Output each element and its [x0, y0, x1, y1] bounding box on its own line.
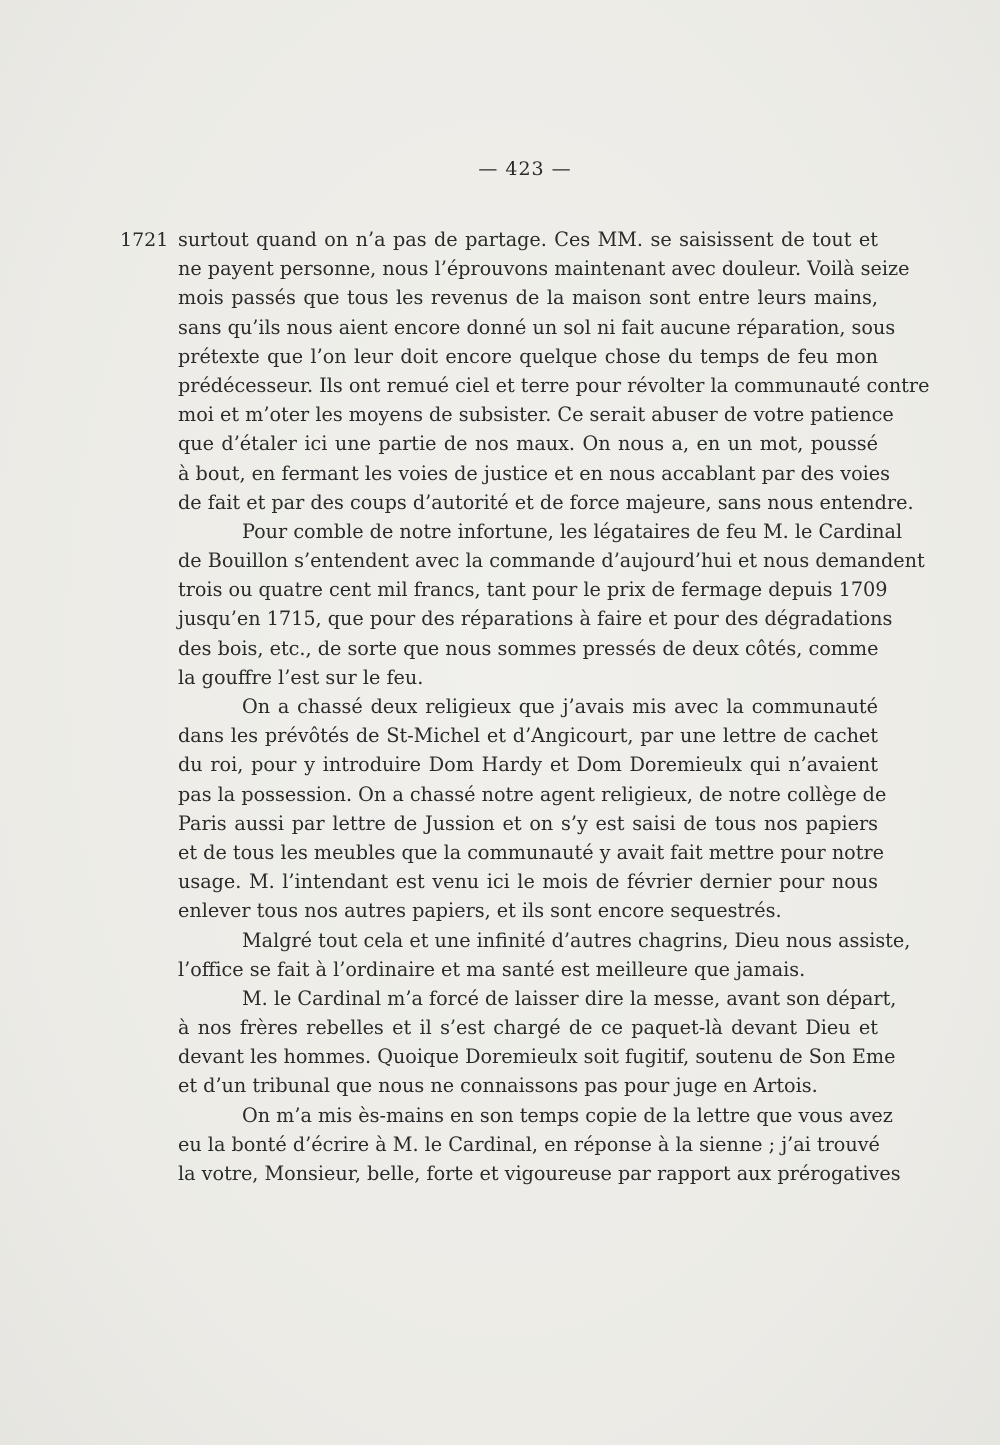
- text-line: du roi, pour y introduire Dom Hardy et Dom Doremieulx qui n’avaient: [178, 753, 878, 777]
- text-line: On m’a mis ès-mains en son temps copie de la lettre que vous avez: [242, 1103, 893, 1127]
- text-line: M. le Cardinal m’a forcé de laisser dire la messe, avant son départ,: [242, 986, 897, 1010]
- text-line: mois passés que tous les revenus de la maison sont entre leurs mains,: [178, 286, 878, 310]
- text-line: enlever tous nos autres papiers, et ils sont encore sequestrés.: [178, 899, 782, 923]
- text-line: pas la possession. On a chassé notre agent religieux, de notre collège de: [178, 782, 887, 806]
- text-line: usage. M. l’intendant est venu ici le mois de février dernier pour nous: [178, 870, 878, 894]
- text-line: prétexte que l’on leur doit encore quelque chose du temps de feu mon: [178, 344, 878, 368]
- text-line: prédécesseur. Ils ont remué ciel et terre pour révolter la communauté contre: [178, 373, 930, 397]
- text-line: moi et m’oter les moyens de subsister. Ce serait abuser de votre patience: [178, 403, 894, 427]
- text-line: jusqu’en 1715, que pour des réparations à faire et pour des dégradations: [178, 607, 893, 631]
- text-line: et d’un tribunal que nous ne connaissons pas pour juge en Artois.: [178, 1074, 818, 1098]
- text-line: sans qu’ils nous aient encore donné un sol ni fait aucune réparation, sous: [178, 315, 896, 339]
- text-line: à nos frères rebelles et il s’est chargé de ce paquet-là devant Dieu et: [178, 1016, 878, 1040]
- margin-year: 1721: [120, 229, 169, 251]
- text-line: trois ou quatre cent mil francs, tant pour le prix de fermage depuis 1709: [178, 578, 888, 602]
- text-line: de Bouillon s’entendent avec la commande d’aujourd’hui et nous demandent: [178, 549, 925, 573]
- text-line: On a chassé deux religieux que j’avais mis avec la communauté: [242, 695, 878, 718]
- text-line: ne payent personne, nous l’éprouvons maintenant avec douleur. Voilà seize: [178, 257, 910, 281]
- text-line: Paris aussi par lettre de Jussion et on s’y est saisi de tous nos papiers: [178, 811, 878, 835]
- text-line: des bois, etc., de sorte que nous sommes pressés de deux côtés, comme: [178, 636, 879, 660]
- page-number: — 423 —: [478, 158, 572, 180]
- text-line: surtout quand on n’a pas de partage. Ces MM. se saisissent de tout et: [178, 228, 878, 251]
- letter-body: [178, 225, 930, 1188]
- text-line: de fait et par des coups d’autorité et de force majeure, sans nous entendre.: [178, 490, 914, 514]
- text-line: dans les prévôtés de St-Michel et d’Angicourt, par une lettre de cachet: [178, 724, 878, 748]
- text-line: à bout, en fermant les voies de justice et en nous accablant par des voies: [178, 461, 890, 485]
- text-line: la votre, Monsieur, belle, forte et vigoureuse par rapport aux prérogatives: [178, 1162, 901, 1185]
- text-line: que d’étaler ici une partie de nos maux. On nous a, en un mot, poussé: [178, 432, 878, 456]
- text-line: l’office se fait à l’ordinaire et ma santé est meilleure que jamais.: [178, 957, 806, 981]
- text-line: eu la bonté d’écrire à M. le Cardinal, en réponse à la sienne ; j’ai trouvé: [178, 1132, 880, 1156]
- text-line: la gouffre l’est sur le feu.: [178, 665, 424, 689]
- text-line: et de tous les meubles que la communauté y avait fait mettre pour notre: [178, 840, 884, 864]
- text-line: Pour comble de notre infortune, les légataires de feu M. le Cardinal: [242, 519, 903, 543]
- text-line: devant les hommes. Quoique Doremieulx soit fugitif, soutenu de Son Eme: [178, 1045, 896, 1069]
- text-line: Malgré tout cela et une infinité d’autres chagrins, Dieu nous assiste,: [242, 928, 911, 952]
